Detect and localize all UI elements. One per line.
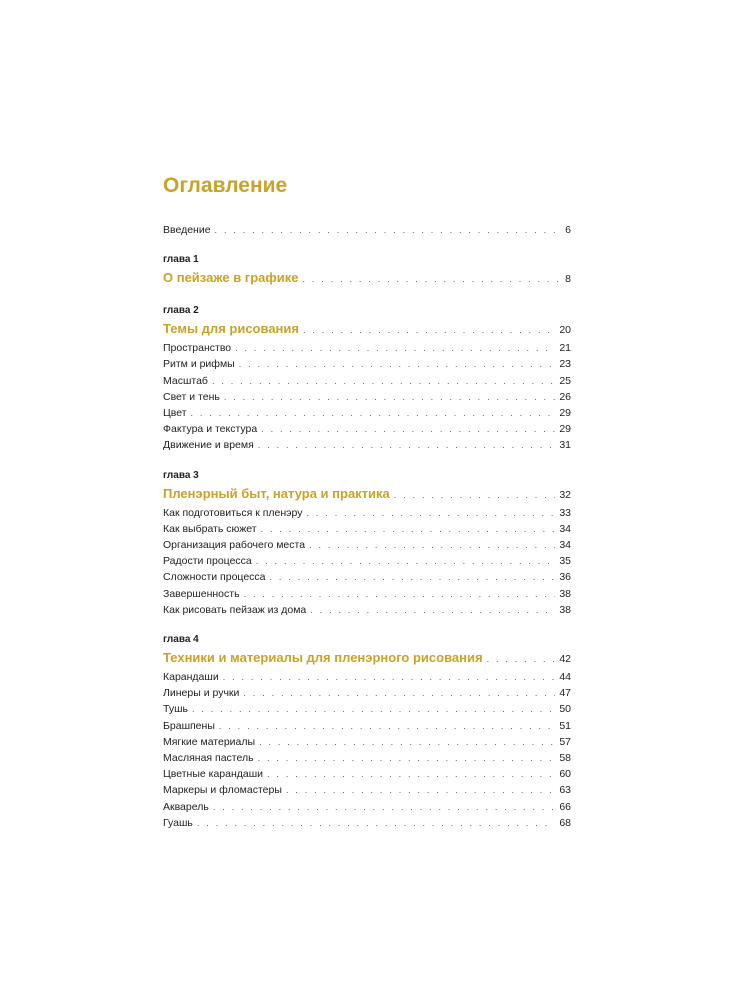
dot-leader — [310, 602, 555, 618]
entry-label: Завершенность — [163, 587, 240, 600]
toc-entry[interactable] — [163, 505, 571, 521]
chapter-section — [163, 633, 571, 831]
entry-label: Масляная пастель — [163, 752, 254, 765]
entry-page: 44 — [559, 671, 571, 684]
entry-label: Организация рабочего места — [163, 539, 306, 552]
entry-page: 33 — [559, 506, 571, 519]
entry-label: Радости процесса — [163, 555, 252, 568]
dot-leader — [394, 486, 556, 505]
entry-label: Как подготовиться к пленэру — [163, 506, 303, 519]
entry-label: Как рисовать пейзаж из дома — [163, 603, 307, 616]
entry-page: 47 — [559, 687, 571, 700]
dot-leader — [259, 734, 555, 750]
entry-label: О пейзаже в графике — [163, 270, 299, 286]
toc-entry[interactable] — [163, 750, 571, 766]
entry-label: Цветные карандаши — [163, 768, 264, 781]
dot-leader — [239, 356, 556, 372]
dot-leader — [307, 505, 556, 521]
entry-page: 20 — [559, 324, 571, 337]
entry-label: Цвет — [163, 407, 187, 420]
entry-page: 60 — [559, 768, 571, 781]
dot-leader — [223, 669, 556, 685]
entry-page: 31 — [559, 439, 571, 452]
dot-leader — [270, 569, 556, 585]
entry-label: Фактура и текстура — [163, 423, 258, 436]
toc-entry[interactable] — [163, 437, 571, 453]
entry-page: 50 — [559, 703, 571, 716]
entry-label: Масштаб — [163, 374, 208, 387]
toc-entry-intro[interactable] — [163, 222, 571, 238]
dot-leader — [256, 553, 556, 569]
dot-leader — [224, 389, 555, 405]
entry-label: Ритм и рифмы — [163, 358, 235, 371]
toc-entry[interactable] — [163, 553, 571, 569]
dot-leader — [243, 685, 555, 701]
chapter-title-entry[interactable] — [163, 484, 571, 505]
dot-leader — [213, 799, 555, 815]
entry-page: 34 — [559, 522, 571, 535]
entry-page: 29 — [559, 407, 571, 420]
dot-leader — [303, 270, 562, 289]
toc-entry[interactable] — [163, 669, 571, 685]
dot-leader — [192, 701, 555, 717]
chapter-section — [163, 469, 571, 618]
toc-entry[interactable] — [163, 373, 571, 389]
dot-leader — [286, 782, 555, 798]
entry-label: Как выбрать сюжет — [163, 522, 257, 535]
toc-entry[interactable] — [163, 421, 571, 437]
toc-entry[interactable] — [163, 340, 571, 356]
toc-entry[interactable] — [163, 766, 571, 782]
entry-page: 38 — [559, 587, 571, 600]
dot-leader — [191, 405, 556, 421]
toc-entry[interactable] — [163, 701, 571, 717]
entry-page: 21 — [559, 342, 571, 355]
dot-leader — [258, 750, 556, 766]
entry-page: 23 — [559, 358, 571, 371]
dot-leader — [197, 815, 555, 831]
chapter-title-entry[interactable] — [163, 648, 571, 669]
entry-label: Маркеры и фломастеры — [163, 784, 282, 797]
toc-title: Оглавление — [163, 174, 288, 197]
entry-label: Брашпены — [163, 719, 215, 732]
entry-label: Сложности процесса — [163, 571, 266, 584]
entry-page: 8 — [565, 273, 571, 286]
entry-page: 68 — [559, 816, 571, 829]
entry-label: Темы для рисования — [163, 321, 299, 337]
toc-entry[interactable] — [163, 586, 571, 602]
chapter-number: глава 2 — [163, 305, 199, 317]
entry-label: Пленэрный быт, натура и практика — [163, 485, 390, 501]
entry-page: 35 — [559, 555, 571, 568]
dot-leader — [487, 650, 556, 669]
entry-page: 32 — [559, 488, 571, 501]
table-of-contents — [163, 172, 571, 831]
entry-page: 57 — [559, 735, 571, 748]
entry-label: Мягкие материалы — [163, 735, 256, 748]
dot-leader — [212, 373, 555, 389]
chapter-number: глава 1 — [163, 254, 199, 266]
dot-leader — [219, 718, 555, 734]
entry-label: Техники и материалы для пленэрного рисования — [163, 650, 483, 666]
entry-page: 29 — [559, 423, 571, 436]
entry-label: Акварель — [163, 800, 209, 813]
entry-page: 42 — [559, 653, 571, 666]
toc-entry[interactable] — [163, 569, 571, 585]
entry-page: 66 — [559, 800, 571, 813]
chapter-list — [163, 253, 571, 831]
toc-entry[interactable] — [163, 389, 571, 405]
entry-label: Линеры и ручки — [163, 687, 240, 700]
entry-label: Тушь — [163, 703, 188, 716]
dot-leader — [261, 521, 556, 537]
toc-entry[interactable] — [163, 405, 571, 421]
toc-entry[interactable] — [163, 537, 571, 553]
dot-leader — [267, 766, 555, 782]
toc-entry[interactable] — [163, 521, 571, 537]
entry-label: Пространство — [163, 342, 232, 355]
chapter-title-entry[interactable] — [163, 268, 571, 289]
entry-page: 25 — [559, 374, 571, 387]
toc-entry[interactable] — [163, 602, 571, 618]
toc-entry[interactable] — [163, 718, 571, 734]
entry-label: Гуашь — [163, 816, 193, 829]
chapter-section — [163, 304, 571, 453]
entry-page: 51 — [559, 719, 571, 732]
toc-entry[interactable] — [163, 734, 571, 750]
entry-label: Свет и тень — [163, 390, 220, 403]
dot-leader — [215, 222, 562, 238]
entry-page: 26 — [559, 390, 571, 403]
entry-page: 6 — [565, 224, 571, 236]
entry-label: Карандаши — [163, 671, 219, 684]
toc-entry[interactable] — [163, 782, 571, 798]
dot-leader — [309, 537, 555, 553]
entry-page: 63 — [559, 784, 571, 797]
toc-entry[interactable] — [163, 685, 571, 701]
dot-leader — [235, 340, 555, 356]
toc-entry[interactable] — [163, 356, 571, 372]
dot-leader — [303, 321, 555, 340]
entry-label: Введение — [163, 224, 211, 236]
toc-entry[interactable] — [163, 799, 571, 815]
chapter-number: глава 3 — [163, 469, 199, 481]
dot-leader — [258, 437, 556, 453]
entry-page: 38 — [559, 603, 571, 616]
entry-page: 34 — [559, 539, 571, 552]
chapter-section — [163, 253, 571, 289]
entry-page: 58 — [559, 752, 571, 765]
toc-entry[interactable] — [163, 815, 571, 831]
entry-label: Движение и время — [163, 439, 254, 452]
chapter-title-entry[interactable] — [163, 319, 571, 340]
chapter-number: глава 4 — [163, 634, 199, 646]
entry-page: 36 — [559, 571, 571, 584]
dot-leader — [244, 586, 556, 602]
dot-leader — [261, 421, 555, 437]
